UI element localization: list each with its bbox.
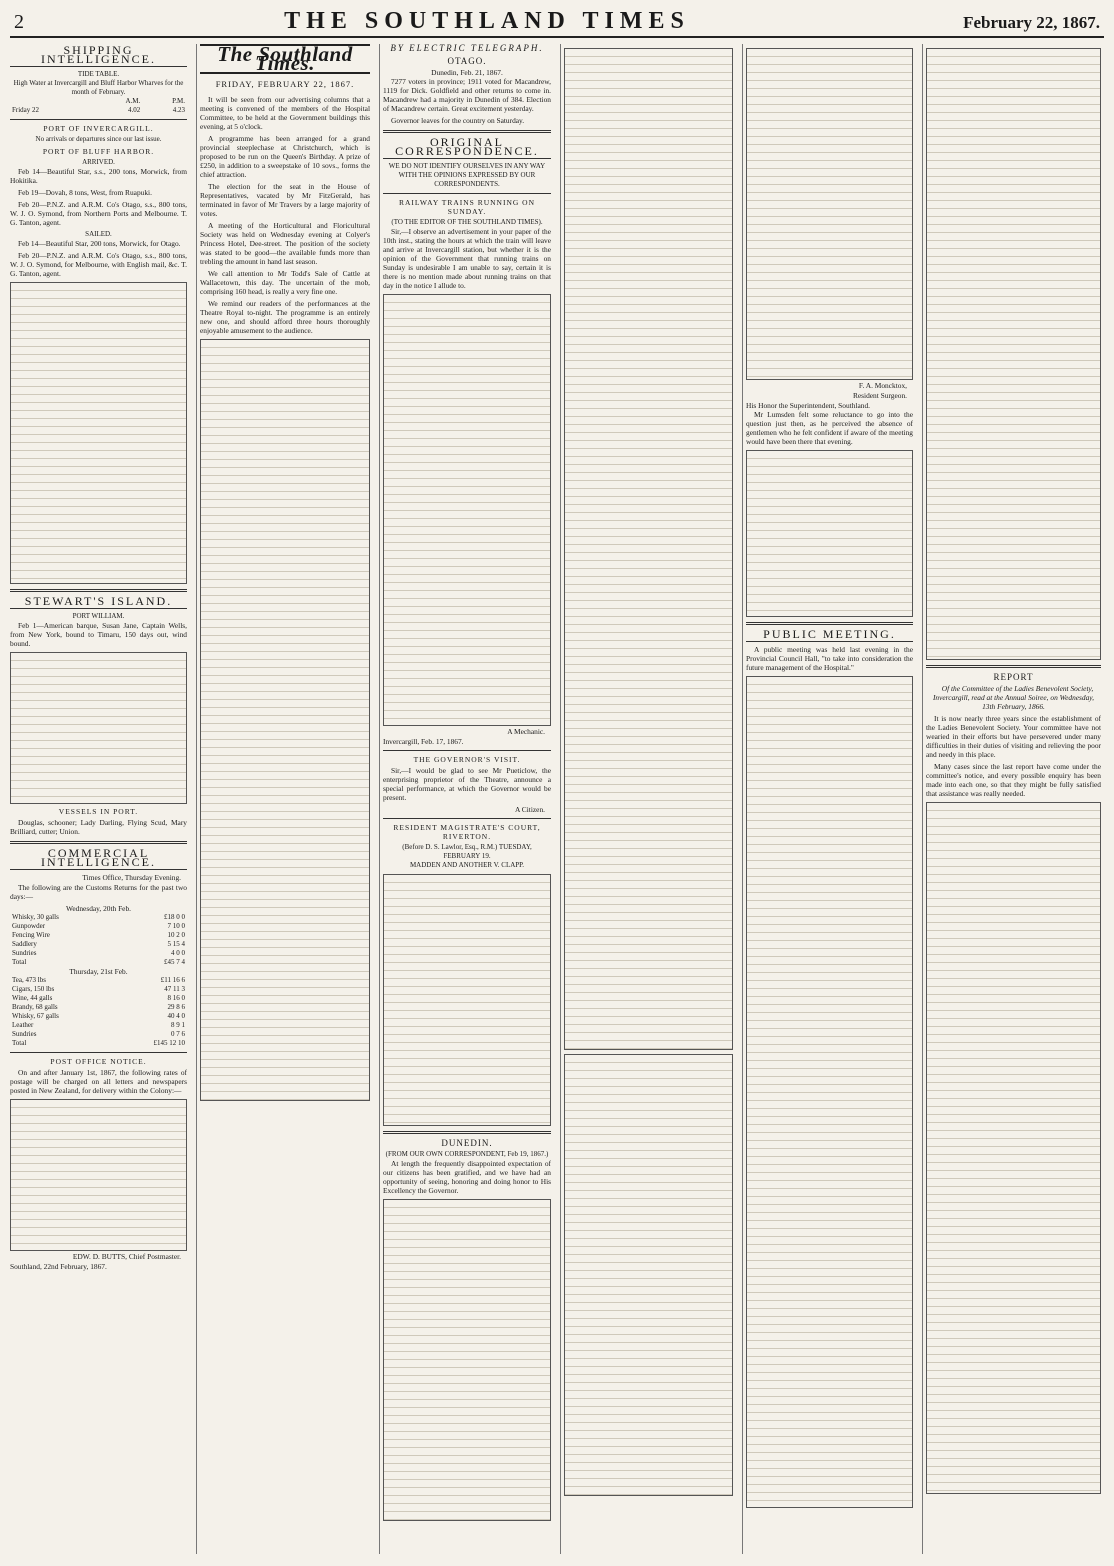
letter-signature: A Mechanic.: [507, 727, 545, 736]
table-row: Whisky, 67 galls 40 4 0: [12, 1012, 185, 1020]
public-meeting-body: A public meeting was held last evening in the Provincial Council Hall, "to take into consideration the future management of the Hospital.": [746, 645, 913, 672]
letter-title: RAILWAY TRAINS RUNNING ON SUNDAY.: [398, 198, 536, 216]
day2-label: Thursday, 21st Feb.: [69, 967, 128, 976]
superintendent-line: His Honor the Superintendent, Southland.: [746, 401, 870, 410]
vessels-text: Douglas, schooner; Lady Darling, Flying Scud, Mary Brilliard, cutter; Union.: [10, 818, 187, 836]
hospital-letter-block: [746, 48, 913, 380]
shipping-heading: SHIPPING INTELLIGENCE.: [10, 46, 187, 67]
hospital-text-block: [746, 450, 913, 617]
column-shipping: [10, 44, 190, 1554]
tide-am: 4.02: [128, 106, 141, 114]
editorial-paragraph: It will be seen from our advertising columns that a meeting is convened of the members of the Hospital Committee, to be held at the Government buildings this evening, at 5 o'clock.: [200, 95, 370, 131]
tide-pm-label: P.M.: [172, 97, 185, 105]
commercial-heading: COMMERCIAL INTELLIGENCE.: [10, 849, 187, 870]
dunedin-heading: DUNEDIN.: [441, 1138, 493, 1148]
arrived-label: ARRIVED.: [82, 158, 115, 166]
report-body: It is now nearly three years since the establishment of the Ladies Benevolent Society. Your committee have not wearied in their efforts but have persevered under many difficulties in their duties of visiting and relieving the poor and needy in this place.: [926, 714, 1101, 759]
telegraph-dateline: Dunedin, Feb. 21, 1867.: [431, 68, 503, 77]
tide-pm: 4.23: [172, 106, 185, 114]
sailing-entry: Feb 20—P.N.Z. and A.R.M. Co's Otago, s.s., 800 tons, W. J. O. Symond, for Melbourne, with English mail, &c. T. G. Tanton, agent.: [10, 251, 187, 278]
dunedin-continued-block: [564, 48, 733, 1050]
post-office-heading: POST OFFICE NOTICE.: [50, 1057, 147, 1066]
dunedin-text-block: [383, 1199, 551, 1521]
port-william-label: PORT WILLIAM.: [72, 612, 125, 620]
editorial-paragraph: A meeting of the Horticultural and Floricultural Society was held on Wednesday evening at Colyer's Princess Hotel, Dee-street. The position of the society was stated to be good—the available funds more than trebling the amount in hand last season.: [200, 221, 370, 266]
hospital-letters-block: [564, 1054, 733, 1496]
stewart-heading: STEWART'S ISLAND.: [10, 597, 187, 609]
surgeon-signature: F. A. Moncktox,: [858, 381, 907, 390]
table-row: Saddlery 5 15 4: [12, 940, 185, 948]
arrival-entry: Feb 20—P.N.Z. and A.R.M. Co's Otago, s.s., 800 tons, W. J. O. Symond, from Northern Ports and Melbourne. T. G. Tanton, agent.: [10, 200, 187, 227]
table-row: Sundries 0 7 6: [12, 1030, 185, 1038]
letter-text-block: [383, 294, 551, 726]
column-report: [922, 44, 1104, 1554]
hospital-body: Mr Lumsden felt some reluctance to go into the question just then, as he perceived the absence of gentlemen who he felt confident if aware of the meeting would have been there that evening.: [746, 410, 913, 446]
correspondence-disclaimer: WE DO NOT IDENTIFY OURSELVES IN ANY WAY WITH THE OPINIONS EXPRESSED BY OUR CORRESPONDENTS.: [388, 162, 546, 188]
customs-intro: The following are the Customs Returns for the past two days:—: [10, 883, 187, 901]
column-dunedin-cont: [560, 44, 736, 1554]
arrival-entry: Feb 19—Dovah, 8 tons, West, from Ruapuki.: [18, 188, 152, 197]
tide-am-label: A.M.: [125, 97, 141, 105]
tide-row-label: Friday 22: [12, 106, 40, 114]
columns: [10, 44, 1104, 1554]
issue-date-header: February 22, 1867.: [963, 13, 1100, 32]
tide-intro: High Water at Invercargill and Bluff Harbor Wharves for the month of February.: [13, 79, 184, 96]
table-row: Cigars, 150 lbs 47 11 3: [12, 985, 185, 993]
letter-to: (TO THE EDITOR OF THE SOUTHLAND TIMES).: [391, 218, 543, 226]
report-sub: Of the Committee of the Ladies Benevolent Society, Invercargill, read at the Annual Soiree, on Wednesday, 13th February, 1866.: [932, 684, 1095, 711]
court-heading: RESIDENT MAGISTRATE'S COURT, RIVERTON.: [393, 823, 541, 841]
bluff-heading: PORT OF BLUFF HARBOR.: [42, 147, 155, 156]
editorial-paragraph: We remind our readers of the performances at the Theatre Royal to-night. The programme is an entirely new one, and should afford three hours thoroughly enjoyable amusement to the audience.: [200, 299, 370, 335]
table-row: Brandy, 68 galls 29 8 6: [12, 1003, 185, 1011]
letter-date: Invercargill, Feb. 17, 1867.: [383, 737, 464, 746]
editorial-paragraph: The election for the seat in the House of Representatives, vacated by Mr FitzGerald, has terminated in favor of Mr Travers by a large majority of votes.: [200, 182, 370, 218]
public-meeting-text-block: [746, 676, 913, 1508]
otago-heading: OTAGO.: [447, 56, 487, 66]
column-public-meeting: [742, 44, 916, 1554]
report-body-2: Many cases since the last report have come under the committee's notice, and every possible enquiry has been made into each one, so that they might be fully satisfied that assistance was really needed.: [926, 762, 1101, 798]
column-editorial: [196, 44, 373, 1554]
paper-title-blackletter: The Southland Times.: [200, 44, 370, 74]
postmaster-signature: EDW. D. BUTTS, Chief Postmaster.: [72, 1252, 181, 1261]
court-text-block: [383, 874, 551, 1126]
customs-table-day2: [10, 976, 187, 1048]
table-row: Sundries 4 0 0: [12, 949, 185, 957]
telegraph-heading: BY ELECTRIC TELEGRAPH.: [390, 44, 544, 53]
table-row: Total £45 7 4: [12, 958, 185, 966]
court-sub: (Before D. S. Lawlor, Esq., R.M.) TUESDAY, FEBRUARY 19.: [402, 843, 532, 860]
vessels-heading: VESSELS IN PORT.: [58, 807, 139, 816]
port-heading: PORT OF INVERCARGILL.: [43, 124, 154, 133]
post-office-rates-block: [10, 1099, 187, 1251]
sailing-entry: Feb 14—Beautiful Star, 200 tons, Morwick, for Otago.: [18, 239, 181, 248]
arrival-entry: Feb 14—Beautiful Star, s.s., 200 tons, Morwick, from Hokitika.: [10, 167, 187, 185]
day1-label: Wednesday, 20th Feb.: [65, 904, 132, 913]
customs-table-day1: [10, 913, 187, 967]
tide-heading: TIDE TABLE.: [77, 70, 120, 78]
table-row: Fencing Wire 10 2 0: [12, 931, 185, 939]
dunedin-sub: (FROM OUR OWN CORRESPONDENT, Feb 19, 1867.): [385, 1150, 549, 1158]
table-row: Gunpowder 7 10 0: [12, 922, 185, 930]
stewart-arrival: Feb 1—American barque, Susan Jane, Captain Wells, from New York, bound to Timaru, 150 days out, wind bound.: [10, 621, 187, 648]
page-number: 2: [14, 11, 24, 33]
post-office-text: On and after January 1st, 1867, the following rates of postage will be charged on all letters and newspapers posted in New Zealand, for delivery within the Colony:—: [10, 1068, 187, 1095]
table-row: Leather 8 9 1: [12, 1021, 185, 1029]
stewart-text-block: [10, 652, 187, 804]
editorial-paragraph: We call attention to Mr Todd's Sale of Cattle at Wallacetown, this day. The uncertain of the mob, comprising 160 head, is really a very fine one.: [200, 269, 370, 296]
tide-table: [10, 97, 187, 115]
surgeon-title: Resident Surgeon.: [852, 391, 907, 400]
governor-body: Sir,—I would be glad to see Mr Pueticlow, the enterprising proprietor of the Theatre, announce a special performance, at which the Governor would be present.: [383, 766, 551, 802]
table-row: Wine, 44 galls 8 16 0: [12, 994, 185, 1002]
port-note: No arrivals or departures since our last issue.: [35, 135, 162, 143]
sailed-label: SAILED.: [85, 230, 112, 238]
report-text-block: [926, 802, 1101, 1494]
report-heading: REPORT: [993, 672, 1034, 682]
telegraph-text-2: Governor leaves for the country on Saturday.: [391, 116, 525, 125]
governor-heading: THE GOVERNOR'S VISIT.: [413, 755, 521, 764]
court-case: MADDEN AND ANOTHER V. CLAPP.: [409, 861, 525, 869]
governor-signature: A Citizen.: [515, 805, 545, 814]
letter-body: Sir,—I observe an advertisement in your paper of the 10th inst., stating the hours at which the train will leave and arrive at Invercargill station, but whether it is the opinion of the Government that running trains on Sunday is undesirable I am unable to say, certain it is there is no mention made about running trains on that day in the notice I allude to.: [383, 227, 551, 290]
newspaper-title: THE SOUTHLAND TIMES: [284, 8, 690, 34]
public-meeting-heading: PUBLIC MEETING.: [746, 630, 913, 642]
editorial-date: FRIDAY, FEBRUARY 22, 1867.: [215, 79, 355, 89]
editorial-text-block: [200, 339, 370, 1101]
imprint-line: Southland, 22nd February, 1867.: [10, 1262, 107, 1271]
times-office-line: Times Office, Thursday Evening.: [82, 873, 181, 882]
table-row: Whisky, 30 galls £18 0 0: [12, 913, 185, 921]
telegraph-text: 7277 voters in province; 1911 voted for Macandrew, 1119 for Dick. Goldfield and other returns to come in. Macandrew had a majority in Dunedin of 384. Election of Macandrew certain. Great excitement yesterday.: [383, 77, 551, 113]
correspondence-heading: ORIGINAL CORRESPONDENCE.: [383, 138, 551, 159]
masthead: [10, 8, 1104, 38]
table-row: Tea, 473 lbs £11 16 6: [12, 976, 185, 984]
dunedin-body: At length the frequently disappointed expectation of our citizens has been gratified, and we have had an opportunity of seeing, honoring and doing honor to His Excellency the Governor.: [383, 1159, 551, 1195]
shipping-text-block: [10, 282, 187, 584]
meeting-continued-block: [926, 48, 1101, 660]
table-row: Total £145 12 10: [12, 1039, 185, 1047]
editorial-paragraph: A programme has been arranged for a grand provincial steeplechase at Christchurch, which is proposed to be run on the Queen's Birthday. A prize of £250, in addition to a sweepstake of 10 sovs., forms the chief attraction.: [200, 134, 370, 179]
column-telegraph: [379, 44, 554, 1554]
